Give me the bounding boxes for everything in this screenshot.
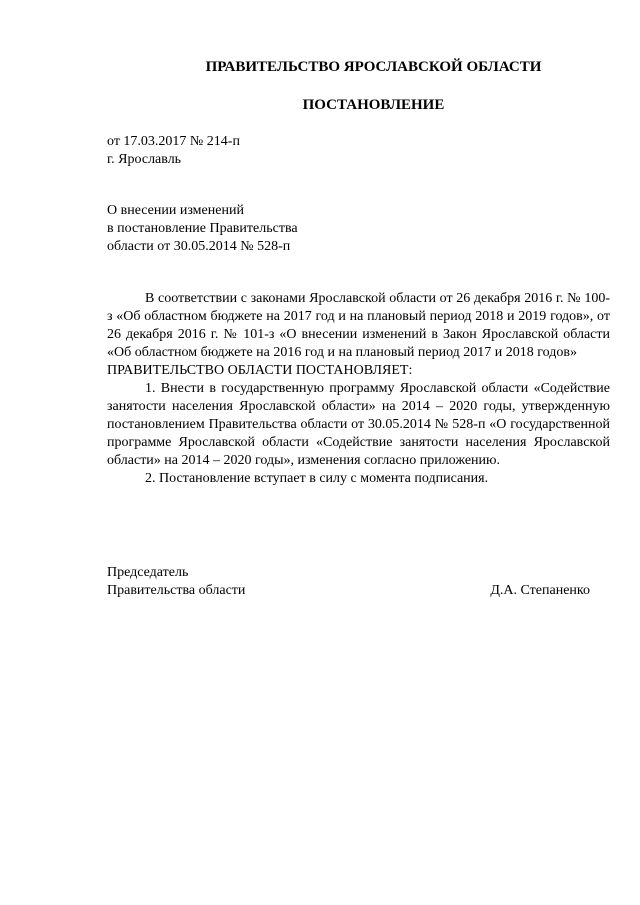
document-meta bbox=[107, 133, 407, 169]
signature-row-2 bbox=[107, 582, 590, 600]
preamble-paragraph: В соответствии с законами Ярославской области от 26 декабря 2016 г. № 100-з «Об областном бюджете на 2017 год и на плановый период 2018 и 2019 годов», от 26 декабря 2016 г. № 101-з «О внесении изменений в Закон Ярославской области «Об областном бюджете на 2016 год и на плановый период 2017 и 2018 годов» bbox=[107, 291, 610, 360]
signer-position-line-2: Правительства области bbox=[107, 583, 246, 598]
document-subject bbox=[107, 202, 407, 256]
government-title: ПРАВИТЕЛЬСТВО ЯРОСЛАВСКОЙ ОБЛАСТИ bbox=[205, 59, 542, 75]
item-2-paragraph: 2. Постановление вступает в силу с момента подписания. bbox=[145, 471, 489, 486]
subject-line-1: О внесении изменений bbox=[107, 203, 244, 218]
signer-position-line-1: Председатель bbox=[107, 565, 189, 580]
signature-row-1 bbox=[107, 564, 590, 582]
subject-line-3: области от 30.05.2014 № 528-п bbox=[107, 239, 291, 254]
date-number: от 17.03.2017 № 214-п bbox=[107, 134, 240, 149]
item-1-paragraph: 1. Внести в государственную программу Ярославской области «Содействие занятости населения Ярославской области» на 2014 – 2020 годы, утвержденную постановлением Правительства области от 30.05.2014 № 528-п «О государственной программе Ярославской области «Содействие занятости населения Ярославской области» на 2014 – 2020 годы», изменения согласно приложению. bbox=[107, 381, 610, 468]
resolves-line: ПРАВИТЕЛЬСТВО ОБЛАСТИ ПОСТАНОВЛЯЕТ: bbox=[107, 363, 413, 378]
signature-block bbox=[107, 564, 590, 600]
city: г. Ярославль bbox=[107, 152, 182, 167]
document-body bbox=[107, 290, 610, 488]
document-type-title: ПОСТАНОВЛЕНИЕ bbox=[302, 97, 445, 113]
subject-line-2: в постановление Правительства bbox=[107, 221, 298, 236]
signer-name: Д.А. Степаненко bbox=[490, 583, 590, 598]
